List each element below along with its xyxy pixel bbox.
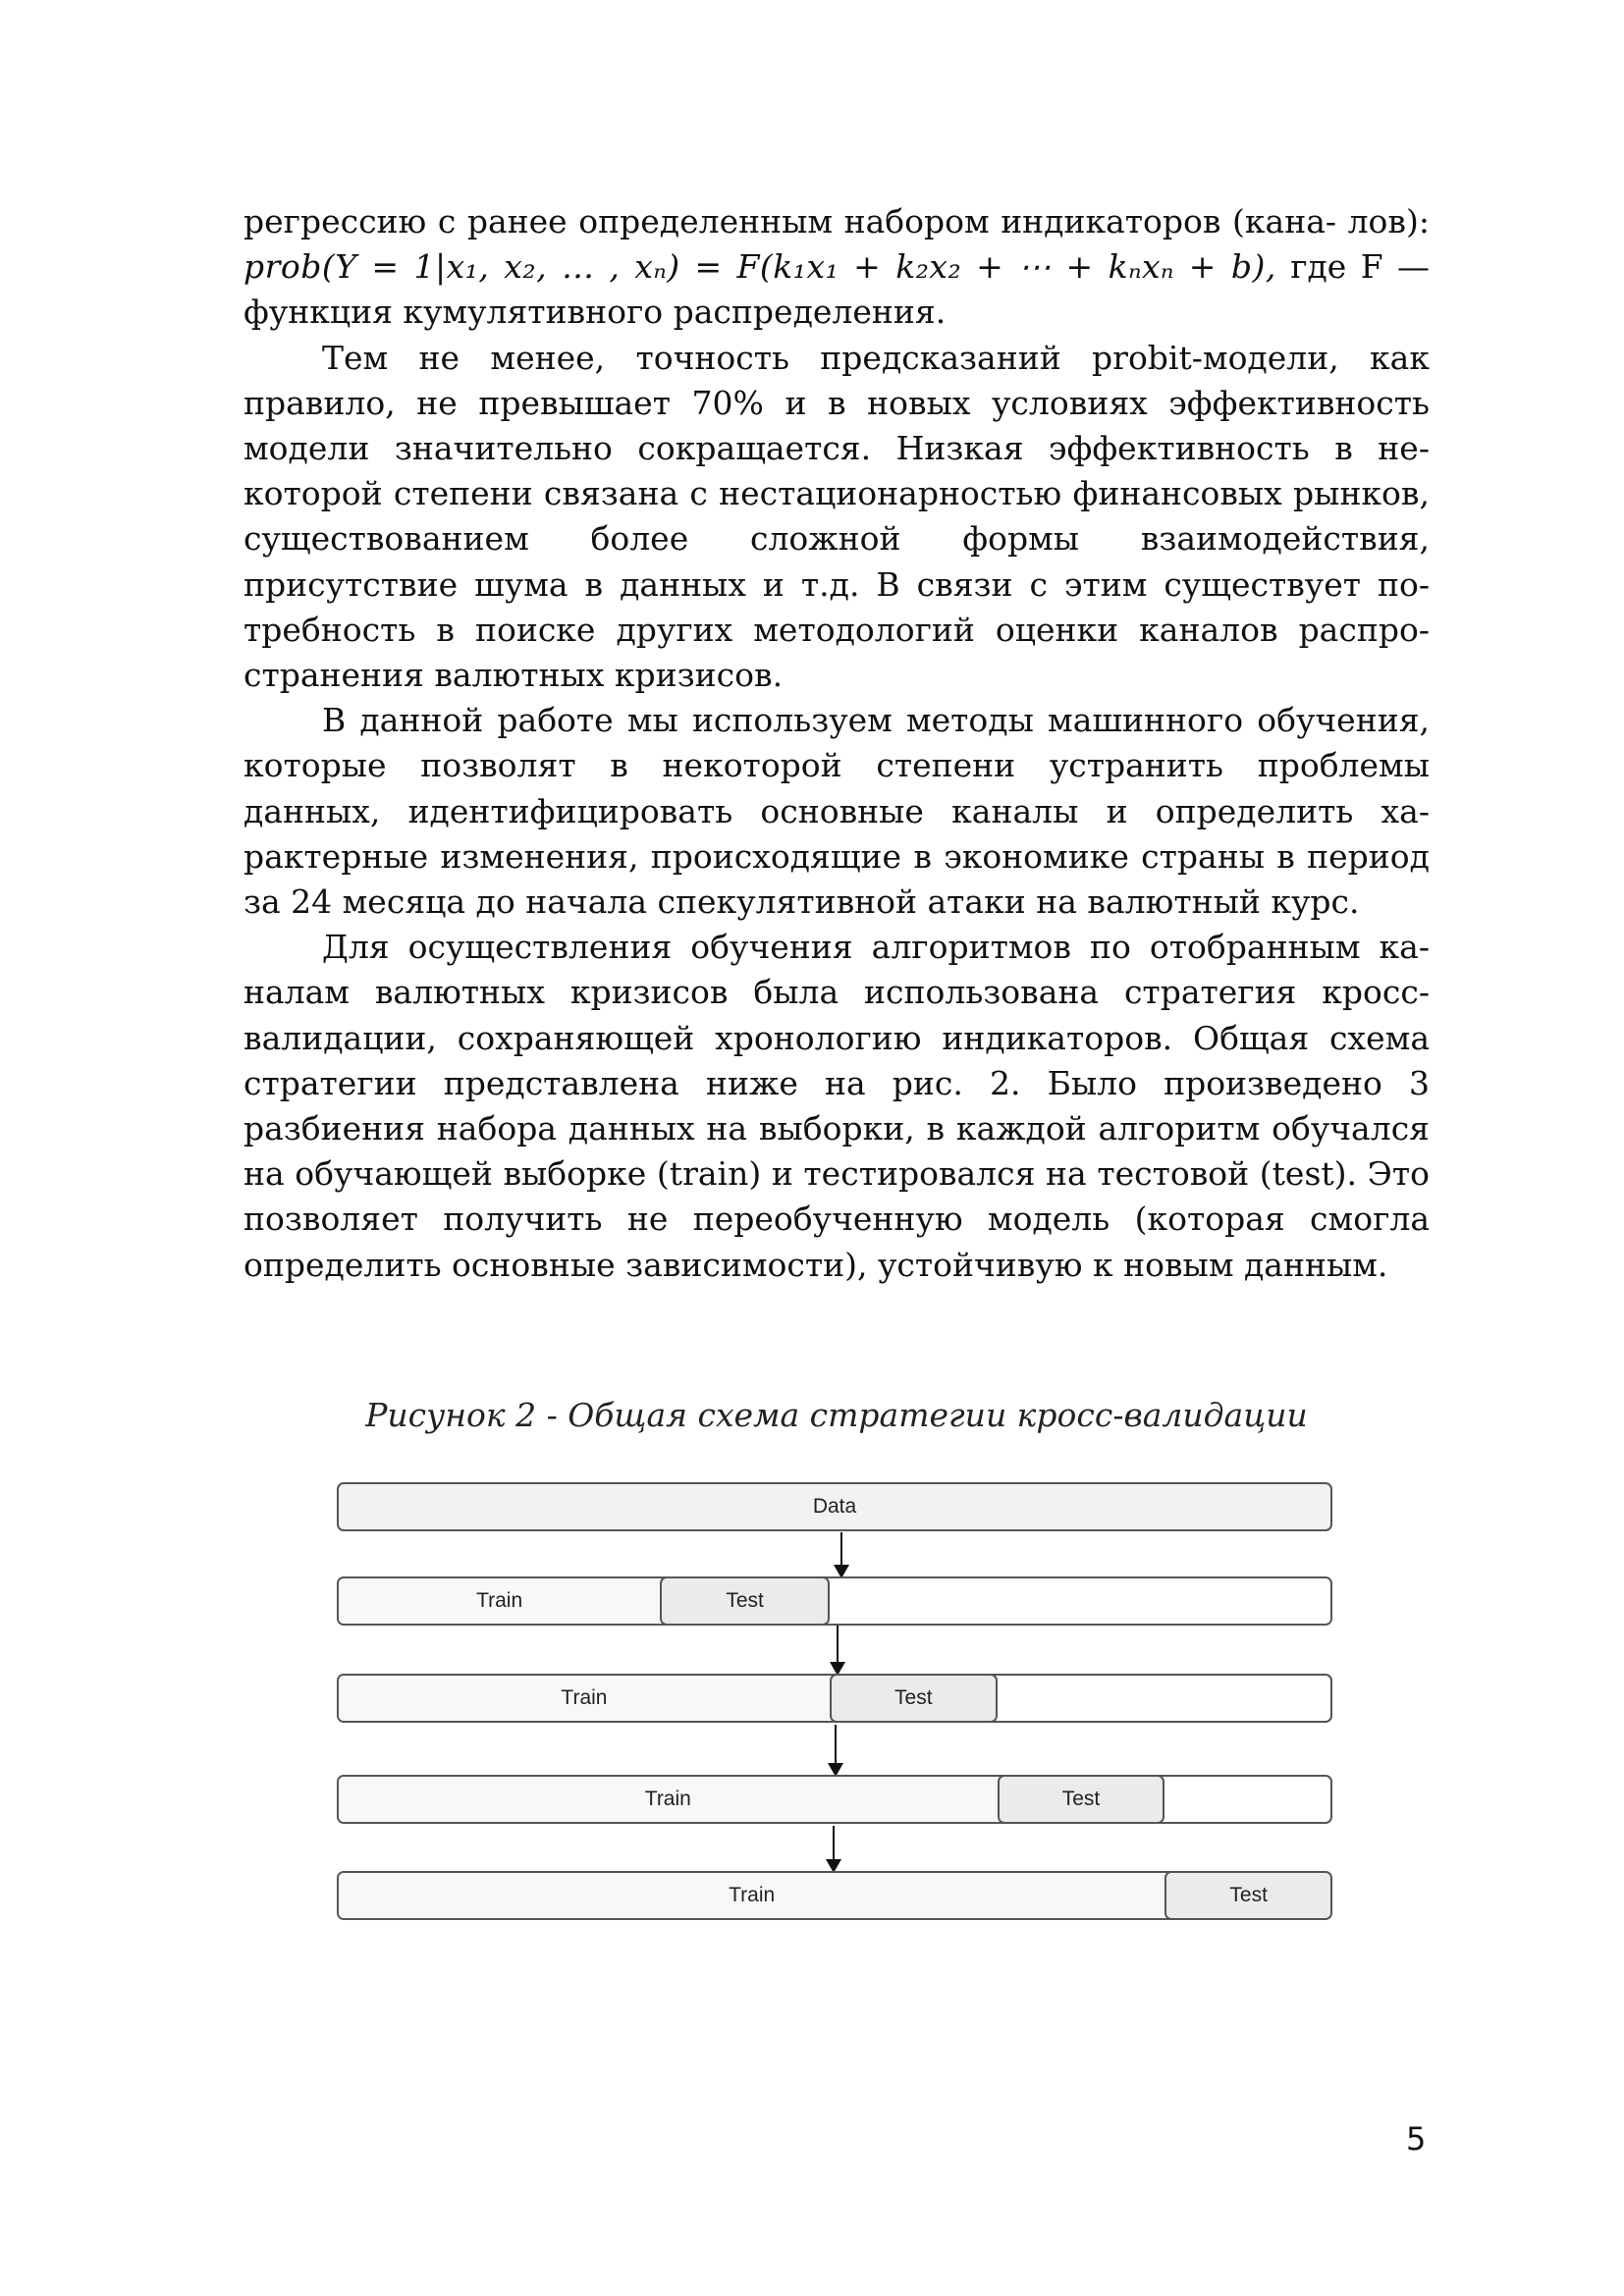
figure-caption: Рисунок 2 - Общая схема стратегии кросс-валидации (365, 1396, 1308, 1434)
paragraph-4: Для осуществления обучения алгоритмов по отобранным каналам валютных кризисов была использована стратегия кросс-валидации, сохраняющей хронологию индикаторов. Общая схема стратегии представлена ниже на рис. 2. Было произведено 3 разбиения набора данных на выборки, в каждой алгоритм обучался на обучающей выборке (train) и тестировался на тестовой (test). Это позволяет получить не переобученную модель (которая смогла определить основные зависимости), устойчивую к новым данным. (244, 928, 1430, 1284)
split-row-3 (337, 1775, 1332, 1824)
paragraph-1-math-prefix: лов): (1347, 202, 1430, 240)
paragraph-2: Тем не менее, точность предсказаний probit-модели, как правило, не превышает 70% и в новых условиях эффективность модели значительно сокращается. Низкая эффективность в некоторой степени связана с нестационарностью финансовых рынков, существованием более сложной формы взаимодействия, присутствие шума в данных и т.д. В связи с этим существует потребность в поиске других методологий оценки каналов распространения валютных кризисов. (244, 338, 1430, 695)
train-segment: Train (339, 1777, 998, 1822)
probit-formula: prob(Y = 1|x₁, x₂, … , xₙ) = F(k₁x₁ + k₂x₂ + ⋯ + kₙxₙ + b), (244, 247, 1276, 287)
split-row-4 (337, 1871, 1332, 1920)
test-segment: Test (998, 1775, 1165, 1824)
split-row-1 (337, 1576, 1332, 1626)
page-number: 5 (1406, 2120, 1427, 2158)
arrow-down-icon (837, 1626, 839, 1674)
split-row-2 (337, 1674, 1332, 1723)
test-segment: Test (1164, 1871, 1332, 1920)
train-segment: Train (339, 1676, 830, 1721)
paragraph-1-line-1: регрессию с ранее определенным набором индикаторов (кана- (244, 202, 1337, 240)
data-label: Data (812, 1495, 857, 1518)
test-segment: Test (660, 1576, 830, 1626)
train-segment: Train (339, 1578, 660, 1624)
arrow-down-icon (835, 1725, 837, 1775)
arrow-down-icon (840, 1532, 842, 1576)
test-segment: Test (830, 1674, 998, 1723)
data-bar (337, 1482, 1332, 1531)
train-segment: Train (339, 1873, 1164, 1918)
arrow-down-icon (833, 1826, 835, 1871)
paragraph-3: В данной работе мы используем методы машинного обучения, которые позволят в некоторой степени устранить проблемы данных, идентифицировать основные каналы и определить характерные изменения, происходящие в экономике страны в период за 24 месяца до начала спекулятивной атаки на валютный курс. (244, 701, 1430, 922)
paragraph-1-tail: где F — функция кумулятивного распределения. (244, 247, 1430, 332)
